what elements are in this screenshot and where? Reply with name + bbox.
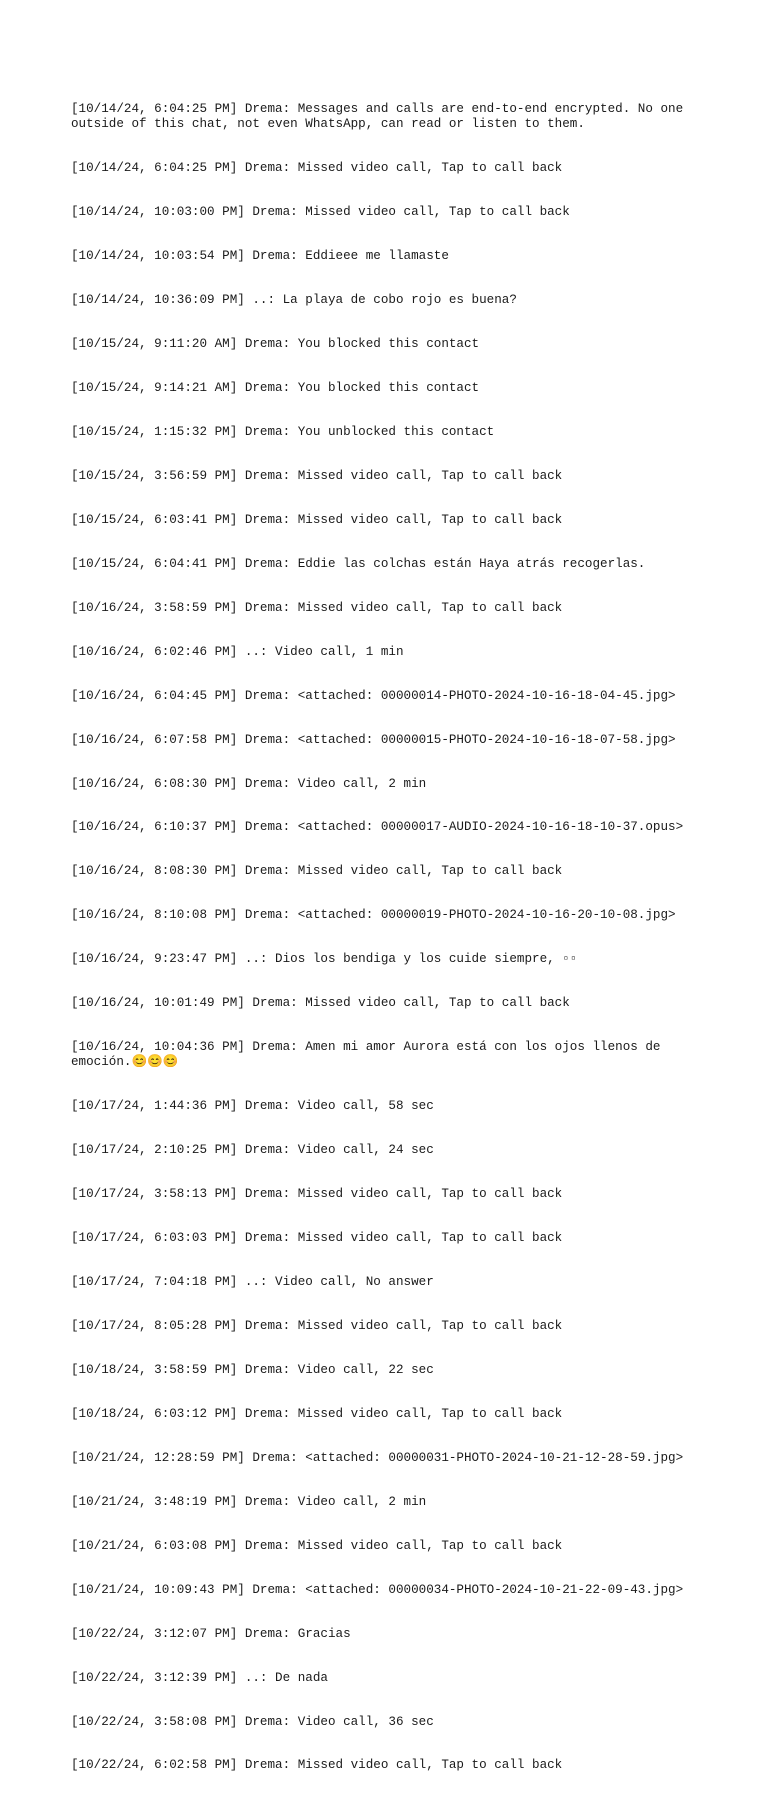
chat-line: [10/16/24, 6:07:58 PM] Drema: <attached: 00000015-PHOTO-2024-10-16-18-07-58.jpg>: [71, 732, 676, 747]
chat-line: [10/22/24, 3:12:39 PM] ..: De nada: [71, 1670, 328, 1685]
chat-line: [10/15/24, 6:04:41 PM] Drema: Eddie las colchas están Haya atrás recogerlas.: [71, 556, 646, 571]
chat-line: [10/14/24, 6:04:25 PM] Drema: Missed video call, Tap to call back: [71, 160, 563, 175]
chat-line: [10/18/24, 6:03:12 PM] Drema: Missed video call, Tap to call back: [71, 1406, 563, 1421]
chat-line: [10/15/24, 9:14:21 AM] Drema: You blocked this contact: [71, 380, 480, 395]
chat-log-text: [71, 73, 711, 1802]
chat-line: [10/16/24, 6:04:45 PM] Drema: <attached: 00000014-PHOTO-2024-10-16-18-04-45.jpg>: [71, 688, 676, 703]
chat-line: [10/22/24, 3:12:07 PM] Drema: Gracias: [71, 1626, 351, 1641]
chat-line: [10/17/24, 3:58:13 PM] Drema: Missed video call, Tap to call back: [71, 1186, 563, 1201]
chat-line: [10/15/24, 6:03:41 PM] Drema: Missed video call, Tap to call back: [71, 512, 563, 527]
chat-line: [10/16/24, 9:23:47 PM] ..: Dios los bendiga y los cuide siempre, ▫▫: [71, 952, 578, 967]
chat-line: [10/16/24, 6:02:46 PM] ..: Video call, 1 min: [71, 644, 404, 659]
chat-line: [10/14/24, 10:03:00 PM] Drema: Missed video call, Tap to call back: [71, 204, 570, 219]
chat-line: [10/16/24, 6:08:30 PM] Drema: Video call, 2 min: [71, 776, 427, 791]
chat-line: [10/16/24, 3:58:59 PM] Drema: Missed video call, Tap to call back: [71, 600, 563, 615]
chat-line: [10/14/24, 10:36:09 PM] ..: La playa de cobo rojo es buena?: [71, 292, 517, 307]
chat-line: [10/21/24, 3:48:19 PM] Drema: Video call, 2 min: [71, 1494, 427, 1509]
chat-line: [10/16/24, 10:04:36 PM] Drema: Amen mi amor Aurora está con los ojos llenos de emoción.😊😊😊: [71, 1040, 669, 1069]
chat-line: [10/17/24, 6:03:03 PM] Drema: Missed video call, Tap to call back: [71, 1230, 563, 1245]
chat-line: [10/14/24, 10:03:54 PM] Drema: Eddieee me llamaste: [71, 248, 449, 263]
chat-line: [10/22/24, 3:58:08 PM] Drema: Video call, 36 sec: [71, 1714, 434, 1729]
chat-line: [10/14/24, 6:04:25 PM] Drema: Messages and calls are end-to-end encrypted. No one outside of this chat, not even WhatsApp, can read or listen to them.: [71, 102, 691, 131]
chat-line: [10/18/24, 3:58:59 PM] Drema: Video call, 22 sec: [71, 1362, 434, 1377]
chat-line: [10/15/24, 3:56:59 PM] Drema: Missed video call, Tap to call back: [71, 468, 563, 483]
chat-line: [10/17/24, 2:10:25 PM] Drema: Video call, 24 sec: [71, 1142, 434, 1157]
chat-line: [10/16/24, 10:01:49 PM] Drema: Missed video call, Tap to call back: [71, 996, 570, 1011]
chat-line: [10/22/24, 6:02:58 PM] Drema: Missed video call, Tap to call back: [71, 1758, 563, 1773]
chat-line: [10/21/24, 6:03:08 PM] Drema: Missed video call, Tap to call back: [71, 1538, 563, 1553]
chat-line: [10/17/24, 8:05:28 PM] Drema: Missed video call, Tap to call back: [71, 1318, 563, 1333]
chat-line: [10/16/24, 8:10:08 PM] Drema: <attached: 00000019-PHOTO-2024-10-16-20-10-08.jpg>: [71, 908, 676, 923]
chat-line: [10/21/24, 10:09:43 PM] Drema: <attached: 00000034-PHOTO-2024-10-21-22-09-43.jpg>: [71, 1582, 684, 1597]
chat-line: [10/21/24, 12:28:59 PM] Drema: <attached: 00000031-PHOTO-2024-10-21-12-28-59.jpg>: [71, 1450, 684, 1465]
chat-line: [10/16/24, 8:08:30 PM] Drema: Missed video call, Tap to call back: [71, 864, 563, 879]
chat-line: [10/17/24, 7:04:18 PM] ..: Video call, No answer: [71, 1274, 434, 1289]
chat-line: [10/17/24, 1:44:36 PM] Drema: Video call, 58 sec: [71, 1098, 434, 1113]
chat-line: [10/16/24, 6:10:37 PM] Drema: <attached: 00000017-AUDIO-2024-10-16-18-10-37.opus>: [71, 820, 684, 835]
chat-line: [10/15/24, 9:11:20 AM] Drema: You blocked this contact: [71, 336, 480, 351]
chat-line: [10/15/24, 1:15:32 PM] Drema: You unblocked this contact: [71, 424, 495, 439]
